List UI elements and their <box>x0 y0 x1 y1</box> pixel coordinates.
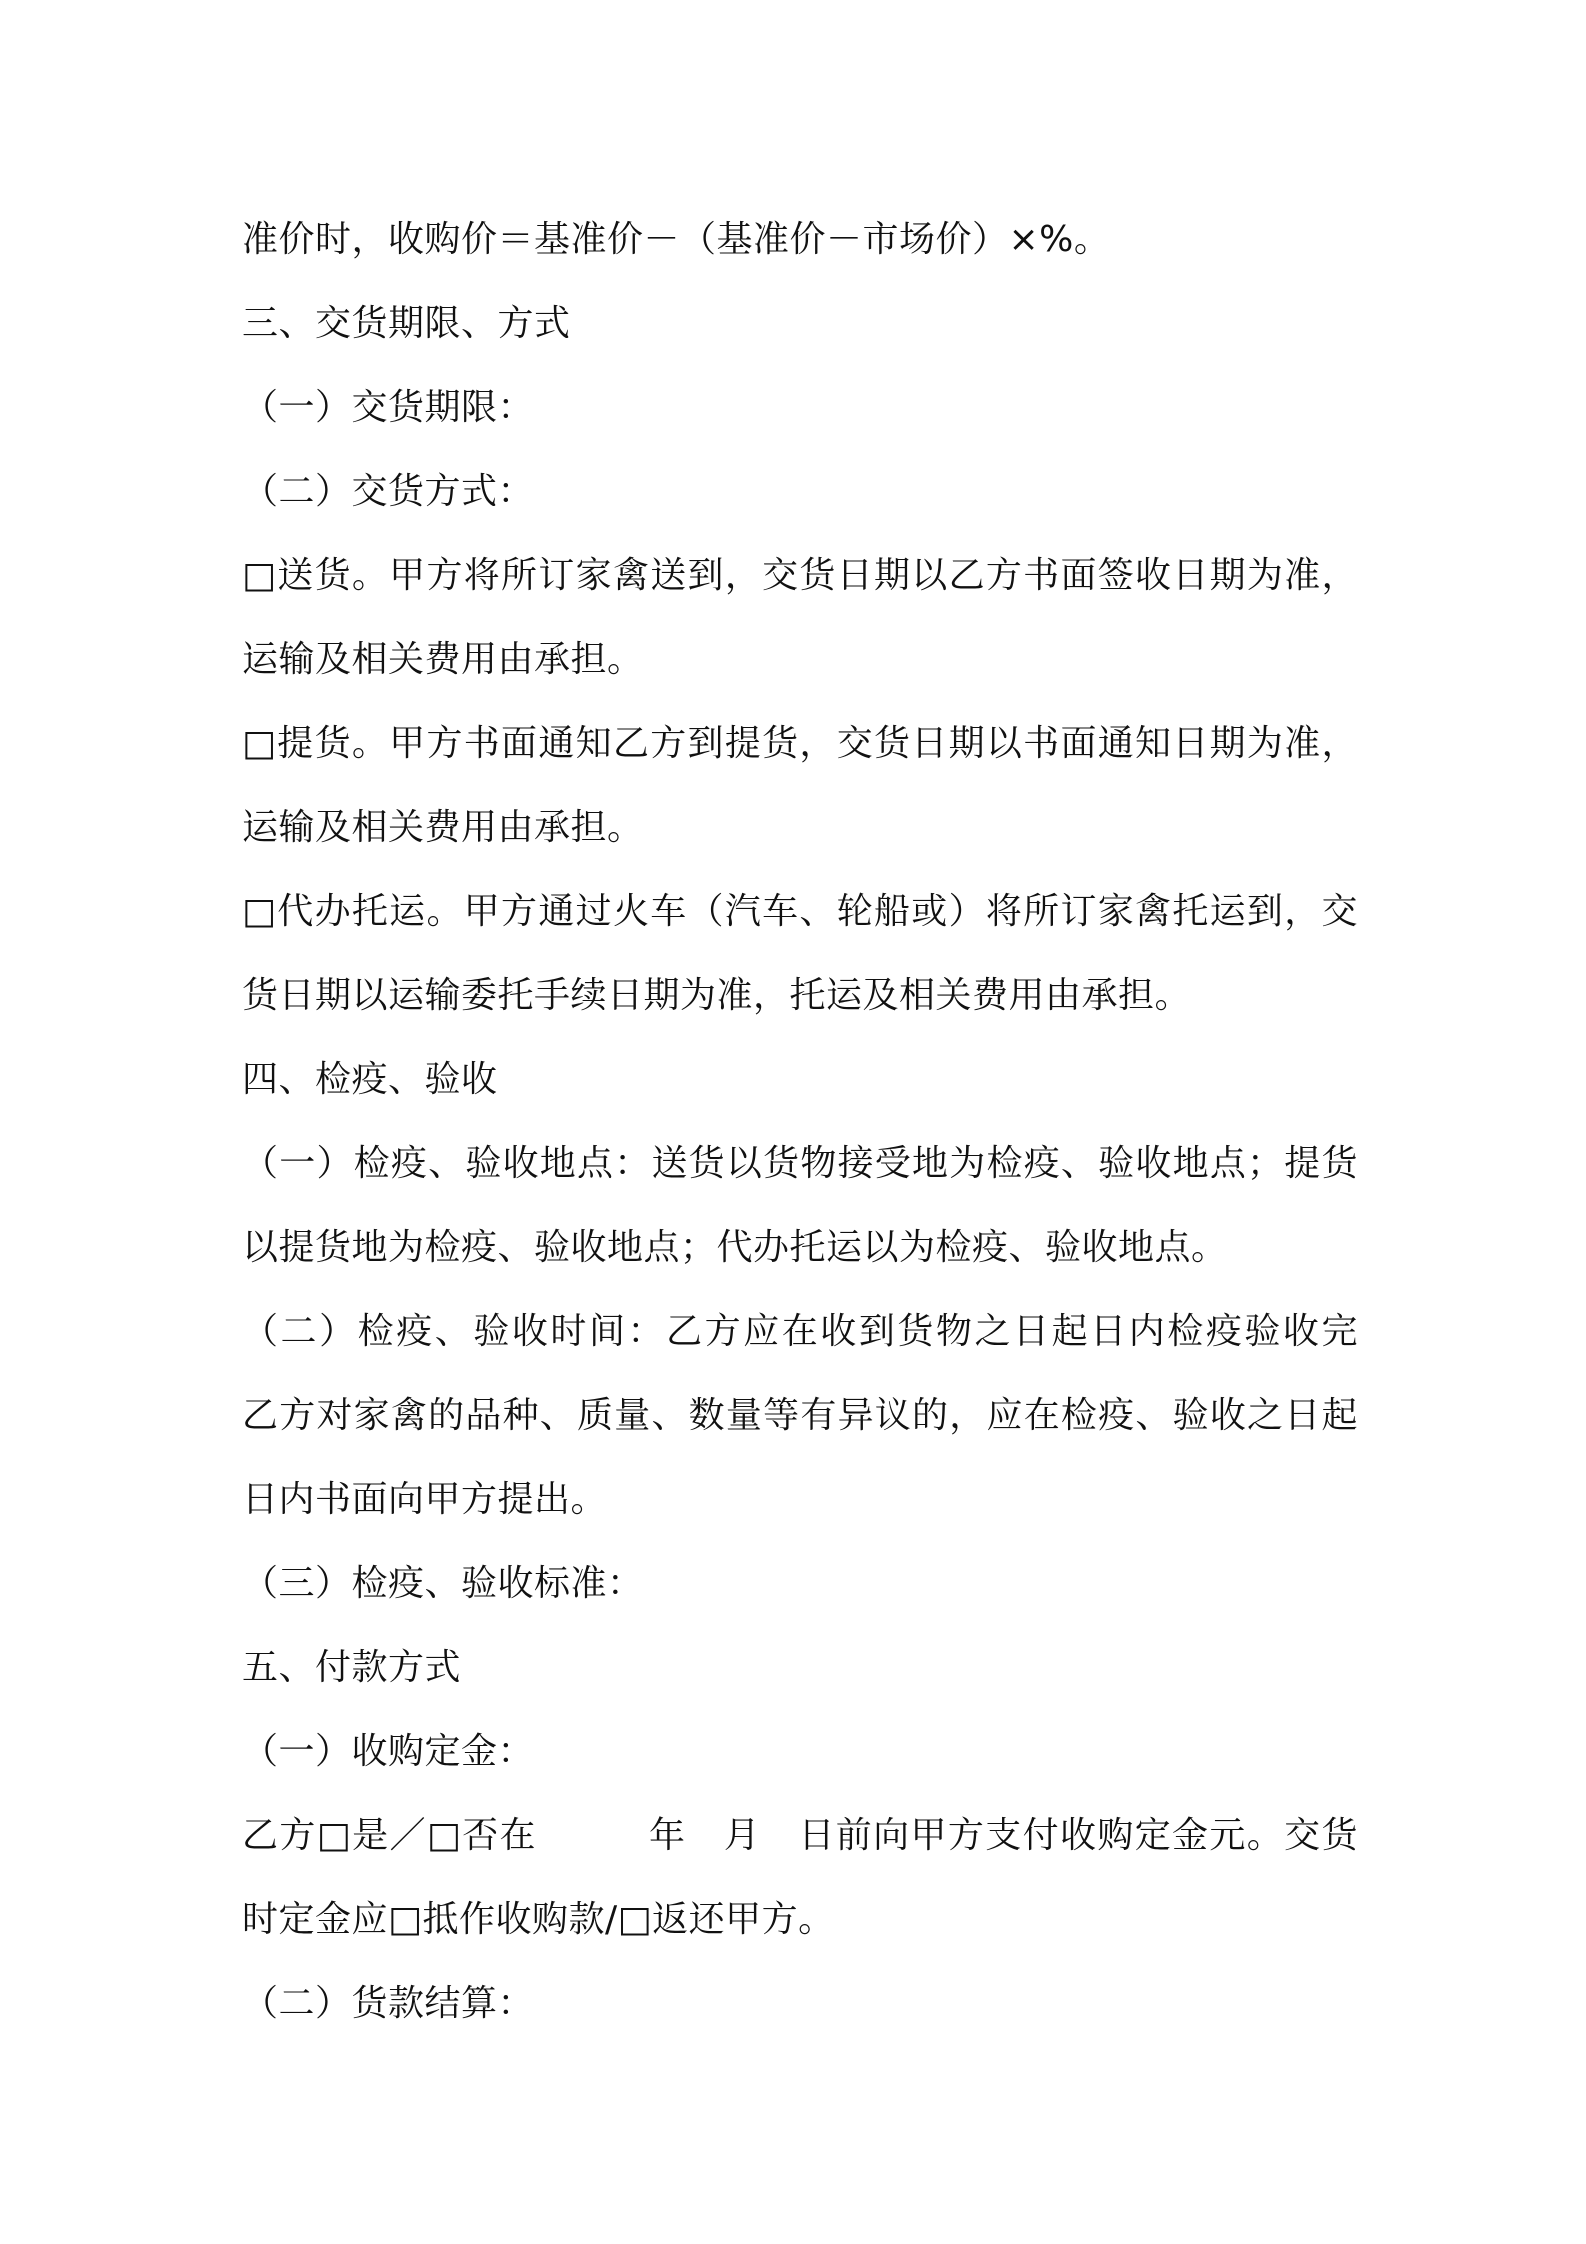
option-line-send-goods: □送货。甲方将所订家禽送到，交货日期以乙方书面签收日期为准， <box>242 555 1358 596</box>
section-heading-payment: 五、付款方式 <box>242 1647 462 1688</box>
section-heading-inspection: 四、检疫、验收 <box>242 1059 498 1100</box>
document-body <box>242 198 1358 2046</box>
option-line-pickup: □提货。甲方书面通知乙方到提货，交货日期以书面通知日期为准， <box>242 723 1358 764</box>
option-line-consignment: □代办托运。甲方通过火车（汽车、轮船或）将所订家禽托运到，交 <box>242 891 1358 932</box>
option-line-consignment-cont: 货日期以运输委托手续日期为准，托运及相关费用由承担。 <box>242 975 1192 1016</box>
paragraph-price-formula: 准价时，收购价＝基准价－（基准价－市场价）×%。 <box>242 219 1111 260</box>
paragraph-deposit-cont: 时定金应□抵作收购款/□返还甲方。 <box>242 1899 835 1940</box>
subheading-settlement: （二）货款结算： <box>242 1983 535 2024</box>
subheading-inspection-standard: （三）检疫、验收标准： <box>242 1563 644 1604</box>
paragraph-inspection-time-end: 日内书面向甲方提出。 <box>242 1479 608 1520</box>
paragraph-inspection-time-cont: 乙方对家禽的品种、质量、数量等有异议的，应在检疫、验收之日起 <box>242 1395 1358 1436</box>
option-line-pickup-cont: 运输及相关费用由承担。 <box>242 807 644 848</box>
subheading-delivery-term: （一）交货期限： <box>242 387 535 428</box>
section-heading-delivery: 三、交货期限、方式 <box>242 303 571 344</box>
option-line-send-goods-cont: 运输及相关费用由承担。 <box>242 639 644 680</box>
paragraph-deposit: 乙方□是／□否在 年 月 日前向甲方支付收购定金元。交货 <box>242 1815 1358 1856</box>
paragraph-inspection-time: （二）检疫、验收时间：乙方应在收到货物之日起日内检疫验收完 <box>242 1311 1358 1352</box>
subheading-delivery-method: （二）交货方式： <box>242 471 535 512</box>
subheading-deposit: （一）收购定金： <box>242 1731 535 1772</box>
paragraph-inspection-place-cont: 以提货地为检疫、验收地点；代办托运以为检疫、验收地点。 <box>242 1227 1228 1268</box>
paragraph-inspection-place: （一）检疫、验收地点：送货以货物接受地为检疫、验收地点；提货 <box>242 1143 1358 1184</box>
